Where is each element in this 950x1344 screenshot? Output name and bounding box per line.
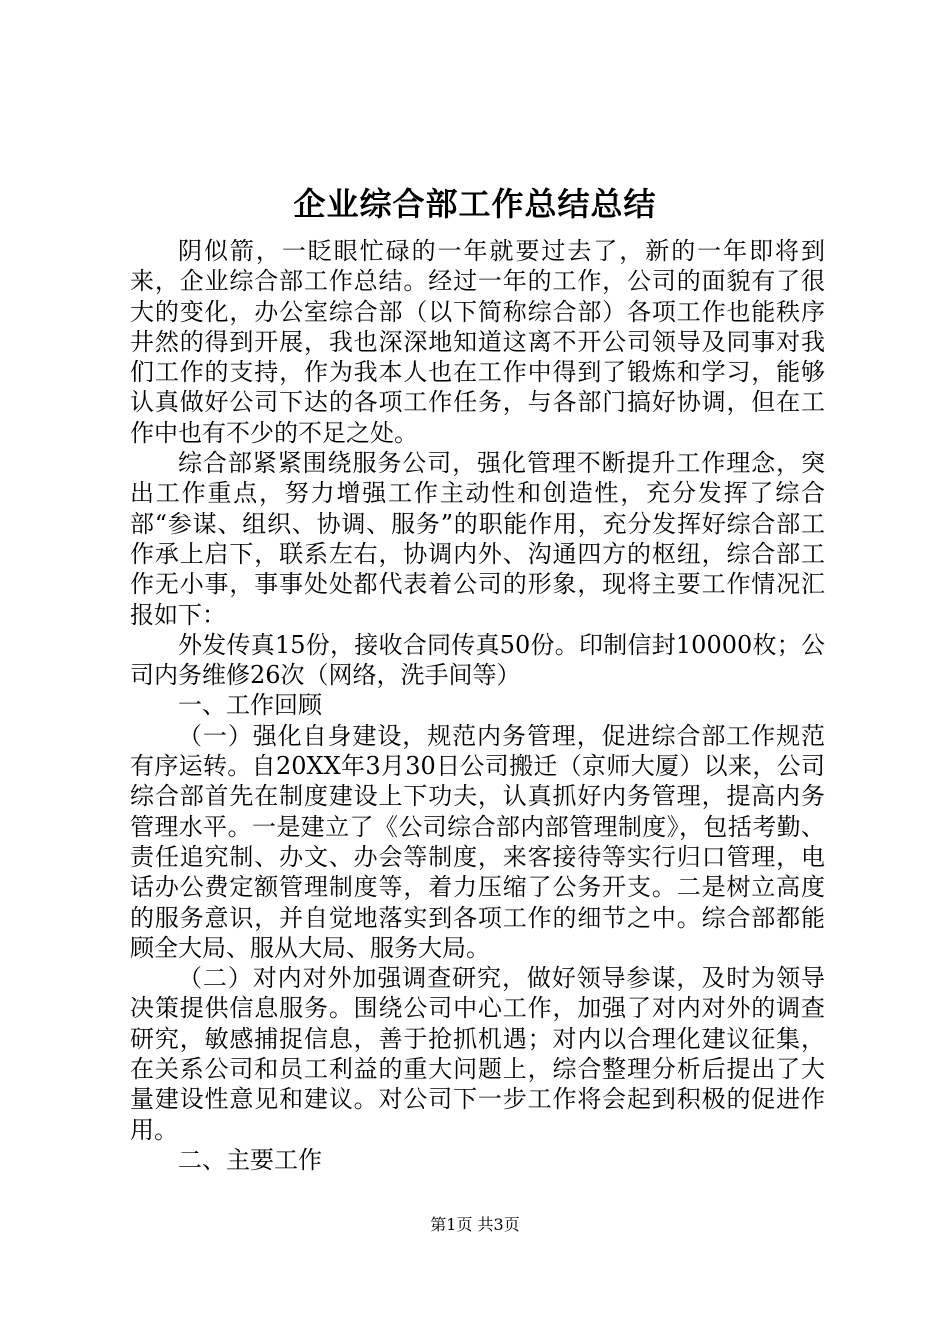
paragraph-statistics: 外发传真15份，接收合同传真50份。印制信封10000枚；公司内务维修26次（网络，洗手间等） [130,630,825,690]
paragraph-overview: 综合部紧紧围绕服务公司，强化管理不断提升工作理念，突出工作重点，努力增强工作主动性和创造性，充分发挥了综合部“参谋、组织、协调、服务”的职能作用，充分发挥好综合部工作承上启下，联系左右，协调内外、沟通四方的枢纽，综合部工作无小事，事事处处都代表着公司的形象，现将主要工作情况汇报如下： [130,449,825,629]
page-footer: 第1页 共3页 [430,1215,520,1234]
document-body [130,236,825,1175]
document-title: 企业综合部工作总结总结 [293,185,657,223]
paragraph-review-two: （二）对内对外加强调查研究，做好领导参谋，及时为领导决策提供信息服务。围绕公司中心工作，加强了对内对外的调查研究，敏感捕捉信息，善于抢抓机遇；对内以合理化建议征集，在关系公司和员工利益的重大问题上，综合整理分析后提出了大量建设性意见和建议。对公司下一步工作将会起到积极的促进作用。 [130,964,825,1144]
section-heading-review: 一、工作回顾 [178,691,322,720]
section-heading-main-work: 二、主要工作 [178,1145,322,1174]
paragraph-intro: 阴似箭，一眨眼忙碌的一年就要过去了，新的一年即将到来，企业综合部工作总结。经过一年的工作，公司的面貌有了很大的变化，办公室综合部（以下简称综合部）各项工作也能秩序井然的得到开展，我也深深地知道这离不开公司领导及同事对我们工作的支持，作为我本人也在工作中得到了锻炼和学习，能够认真做好公司下达的各项工作任务，与各部门搞好协调，但在工作中也有不少的不足之处。 [130,237,825,447]
paragraph-review-one: （一）强化自身建设，规范内务管理，促进综合部工作规范有序运转。自20XX年3月30日公司搬迁（京师大厦）以来，公司综合部首先在制度建设上下功夫，认真抓好内务管理，提高内务管理水平。一是建立了《公司综合部内部管理制度》，包括考勤、责任追究制、办文、办会等制度，来客接待等实行归口管理，电话办公费定额管理制度等，着力压缩了公务开支。二是树立高度的服务意识，并自觉地落实到各项工作的细节之中。综合部都能顾全大局、服从大局、服务大局。 [130,721,825,962]
